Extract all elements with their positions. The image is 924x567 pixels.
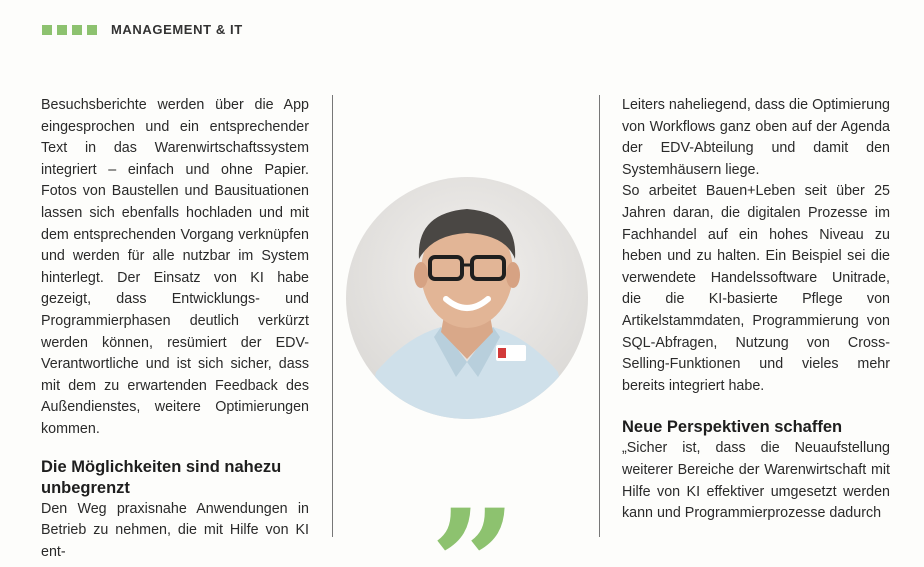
section-label: MANAGEMENT & IT [111, 22, 243, 37]
right-column [622, 95, 890, 525]
subheading: Neue Perspektiven schaffen [622, 418, 843, 437]
portrait-image [346, 177, 588, 419]
body-paragraph: „Sicher ist, dass die Neuaufstellung weiterer Bereiche der Warenwirtschaft mit Hilfe von KI effektiver umgesetzt werden kann und Programmierprozesse dadurch [622, 440, 890, 522]
body-paragraph: Den Weg praxisnahe Anwendungen in Betrieb zu nehmen, die mit Hilfe von KI ent- [41, 500, 309, 560]
left-column [41, 95, 309, 563]
body-paragraph: Besuchsberichte werden über die App eingesprochen und ein entsprechender Text in das Warenwirtschaftssystem integriert – einfach und ohne Papier. Fotos von Baustellen und Bausituationen lassen sich ebenfalls hochladen und mit dem entsprechenden Vorgang verknüpfen und werden für alle nutzbar im System hinterlegt. Der Einsatz von KI habe gezeigt, dass Entwicklungs- und Programmierphasen deutlich verkürzt werden können, resümiert der EDV-Verantwortliche und ist sich sicher, dass mit dem zu erwartenden Feedback des Außendienstes, weitere Optimierungen kommen. [41, 97, 309, 437]
column-divider [599, 95, 600, 537]
section-marker-square [57, 25, 67, 35]
column-divider [332, 95, 333, 537]
portrait-photo [346, 177, 588, 419]
body-paragraph: So arbeitet Bauen+Leben seit über 25 Jahren daran, die digitalen Prozesse im Fachhandel auf ein hohes Niveau zu heben und zu halten. Ein Beispiel sei die verwendete Handelssoftware Unitrade, die die KI-basierte Pflege von Artikelstammdaten, Programmierung von SQL-Abfragen, Nutzung von Cross-Selling-Funktionen und vieles mehr bereits integriert habe. [622, 183, 890, 394]
body-paragraph: Leiters naheliegend, dass die Optimierung von Workflows ganz oben auf der Agenda der EDV-Abteilung und damit den Systemhäusern liege. [622, 97, 890, 178]
section-marker-square [42, 25, 52, 35]
subheading: Die Möglichkeiten sind nahezu unbegrenzt [41, 457, 282, 497]
section-marker-square [72, 25, 82, 35]
section-header [42, 22, 243, 37]
quote-mark-icon: „ [432, 391, 520, 567]
section-marker-square [87, 25, 97, 35]
